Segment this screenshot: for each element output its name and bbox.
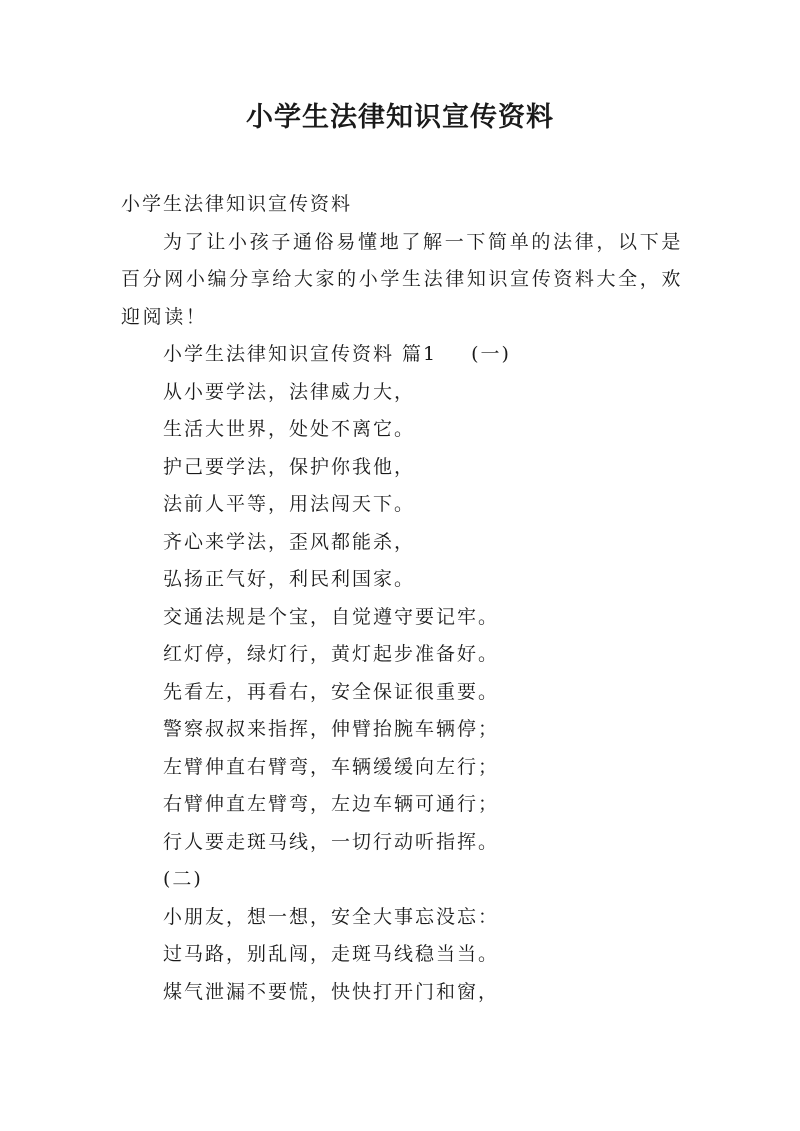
section-heading-text: 小学生法律知识宣传资料 篇1: [163, 343, 438, 365]
poem-line: 红灯停，绿灯行，黄灯起步准备好。: [163, 643, 500, 665]
poem-part-1: [121, 374, 683, 862]
poem-line: 警察叔叔来指挥，伸臂抬腕车辆停；: [163, 718, 500, 740]
poem-line: 先看左，再看右，安全保证很重要。: [163, 680, 500, 703]
part-label-1: (一): [471, 343, 511, 365]
poem-part-2: [121, 899, 683, 1012]
poem-line: 煤气泄漏不要慌，快快打开门和窗，: [163, 980, 500, 1003]
poem-line: 左臂伸直右臂弯，车辆缓缓向左行；: [163, 755, 500, 778]
poem-line: 齐心来学法，歪风都能杀，: [163, 530, 416, 553]
document-body: [121, 186, 683, 1011]
poem-line: 从小要学法，法律威力大，: [163, 380, 416, 403]
poem-line: 法前人平等，用法闯天下。: [163, 493, 416, 515]
poem-line: 交通法规是个宝，自觉遵守要记牢。: [163, 605, 500, 628]
document-subtitle: 小学生法律知识宣传资料: [121, 193, 353, 215]
poem-line: 弘扬正气好，利民利国家。: [163, 568, 416, 590]
document-title: 小学生法律知识宣传资料: [246, 102, 554, 133]
part-label-2: (二): [163, 868, 203, 890]
poem-line: 护己要学法，保护你我他，: [163, 455, 416, 478]
intro-paragraph: 为了让小孩子通俗易懂地了解一下简单的法律，以下是百分网小编分享给大家的小学生法律知识宣传资料大全，欢迎阅读！: [121, 230, 683, 328]
poem-line: 生活大世界，处处不离它。: [163, 418, 416, 440]
poem-line: 右臂伸直左臂弯，左边车辆可通行；: [163, 793, 500, 815]
section-heading: [121, 336, 683, 374]
poem-line: 过马路，别乱闯，走斑马线稳当当。: [163, 943, 500, 965]
poem-line: 行人要走斑马线，一切行动听指挥。: [163, 830, 500, 853]
poem-line: 小朋友，想一想，安全大事忘没忘：: [163, 905, 500, 928]
